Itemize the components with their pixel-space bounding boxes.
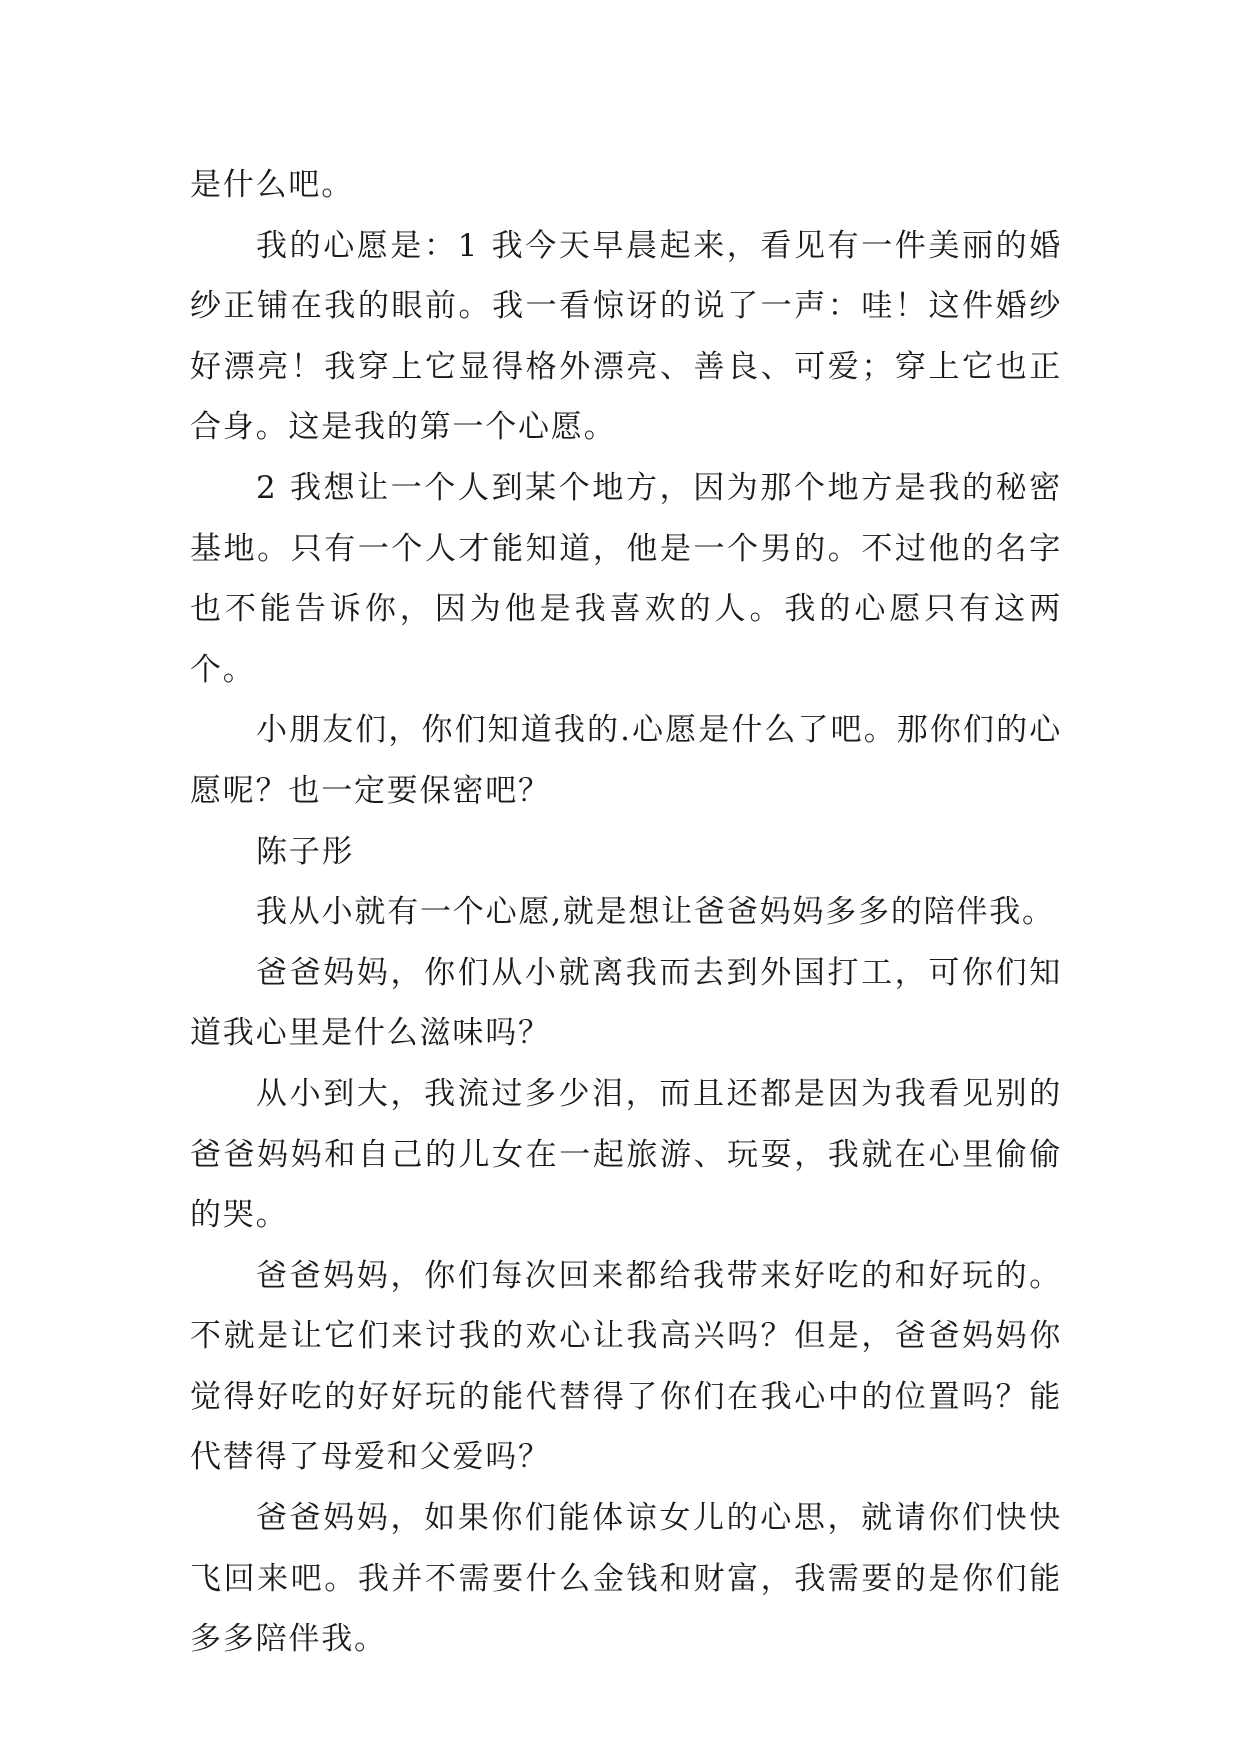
paragraph: 我从小就有一个心愿,就是想让爸爸妈妈多多的陪伴我。 xyxy=(256,894,1055,931)
paragraph: 从小到大，我流过多少泪，而且还都是因为我看见别的爸爸妈妈和自己的儿女在一起旅游、玩耍，我就在心里偷偷的哭。 xyxy=(190,1075,1062,1234)
paragraph: 爸爸妈妈，如果你们能体谅女儿的心思，就请你们快快飞回来吧。我并不需要什么金钱和财富，我需要的是你们能多多陪伴我。 xyxy=(190,1500,1062,1658)
author-name: 陈子彤 xyxy=(256,833,355,870)
paragraph: 小朋友们，你们知道我的.心愿是什么了吧。那你们的心愿呢？也一定要保密吧？ xyxy=(190,712,1062,809)
document-page xyxy=(190,155,1062,1670)
paragraph: 是什么吧。 xyxy=(190,167,354,203)
paragraph: 2 我想让一个人到某个地方，因为那个地方是我的秘密基地。只有一个人才能知道，他是一个男的。不过他的名字也不能告诉你，因为他是我喜欢的人。我的心愿只有这两个。 xyxy=(190,469,1062,688)
paragraph: 我的心愿是：1 我今天早晨起来，看见有一件美丽的婚纱正铺在我的眼前。我一看惊讶的说了一声：哇！这件婚纱好漂亮！我穿上它显得格外漂亮、善良、可爱；穿上它也正合身。这是我的第一个心愿。 xyxy=(190,227,1062,446)
paragraph: 爸爸妈妈，你们每次回来都给我带来好吃的和好玩的。不就是让它们来讨我的欢心让我高兴吗？但是，爸爸妈妈你觉得好吃的好好玩的能代替得了你们在我心中的位置吗？能代替得了母爱和父爱吗？ xyxy=(190,1257,1062,1476)
paragraph: 爸爸妈妈，你们从小就离我而去到外国打工，可你们知道我心里是什么滋味吗？ xyxy=(190,954,1062,1052)
